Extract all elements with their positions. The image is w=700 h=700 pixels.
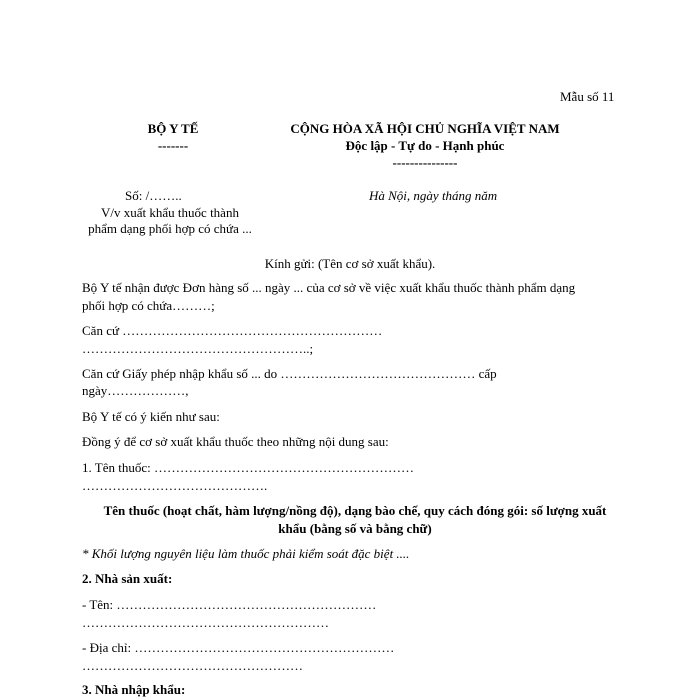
form-number: Mẫu số 11 xyxy=(560,89,615,104)
recipient: Kính gửi: (Tên cơ sở xuất khẩu). xyxy=(264,256,436,271)
motto-rule: --------------- xyxy=(392,155,458,170)
motto: Độc lập - Tự do - Hạnh phúc xyxy=(345,138,505,153)
manufacturer-name-line-1: - Tên: …………………………………………………… xyxy=(82,597,377,612)
ministry-rule: ------- xyxy=(157,138,189,153)
opinion: Bộ Y tế có ý kiến như sau: xyxy=(82,409,220,424)
drug-spec-line-1: Tên thuốc (hoạt chất, hàm lượng/nồng độ), dạng bào chế, quy cách đóng gói: số lượng xuất xyxy=(103,503,607,518)
basis2-line-2: ngày………………, xyxy=(82,383,189,398)
importer-heading: 3. Nhà nhập khẩu: xyxy=(82,682,186,697)
subject-line-2: phẩm dạng phối hợp có chứa ... xyxy=(88,221,252,236)
manufacturer-heading: 2. Nhà sản xuất: xyxy=(82,571,173,586)
manufacturer-name-line-2: ………………………………………………… xyxy=(82,615,329,630)
basis1-line-1: Căn cứ …………………………………………………… xyxy=(82,323,383,338)
drug-spec-line-2: khẩu (bằng số và bằng chữ) xyxy=(278,521,432,536)
drug-name-line-1: 1. Tên thuốc: …………………………………………………… xyxy=(82,460,414,475)
drug-name-line-2: ……………………………………. xyxy=(82,478,268,493)
agree: Đồng ý để cơ sở xuất khẩu thuốc theo những nội dung sau: xyxy=(82,434,389,449)
subject-line-1: V/v xuất khẩu thuốc thành xyxy=(101,205,239,220)
basis2-line-1: Căn cứ Giấy phép nhập khẩu số ... do ……………………………………… cấp xyxy=(82,366,497,381)
manufacturer-address-line-2: …………………………………………… xyxy=(82,658,303,673)
nation-title: CỘNG HÒA XÃ HỘI CHỦ NGHĨA VIỆT NAM xyxy=(290,121,560,136)
basis1-line-2: ……………………………………………..; xyxy=(82,341,314,356)
ministry-name: BỘ Y TẾ xyxy=(147,121,199,136)
manufacturer-address-line-1: - Địa chỉ: …………………………………………………… xyxy=(82,640,395,655)
date-place: Hà Nội, ngày tháng năm xyxy=(369,188,498,203)
para1-line-1: Bộ Y tế nhận được Đơn hàng số ... ngày ... của cơ sở về việc xuất khẩu thuốc thành phẩm dạng xyxy=(82,280,576,295)
note: * Khối lượng nguyên liệu làm thuốc phải kiểm soát đặc biệt .... xyxy=(82,546,410,561)
para1-line-2: phối hợp có chứa………; xyxy=(82,298,215,313)
document-number: Số: /…….. xyxy=(125,188,182,203)
